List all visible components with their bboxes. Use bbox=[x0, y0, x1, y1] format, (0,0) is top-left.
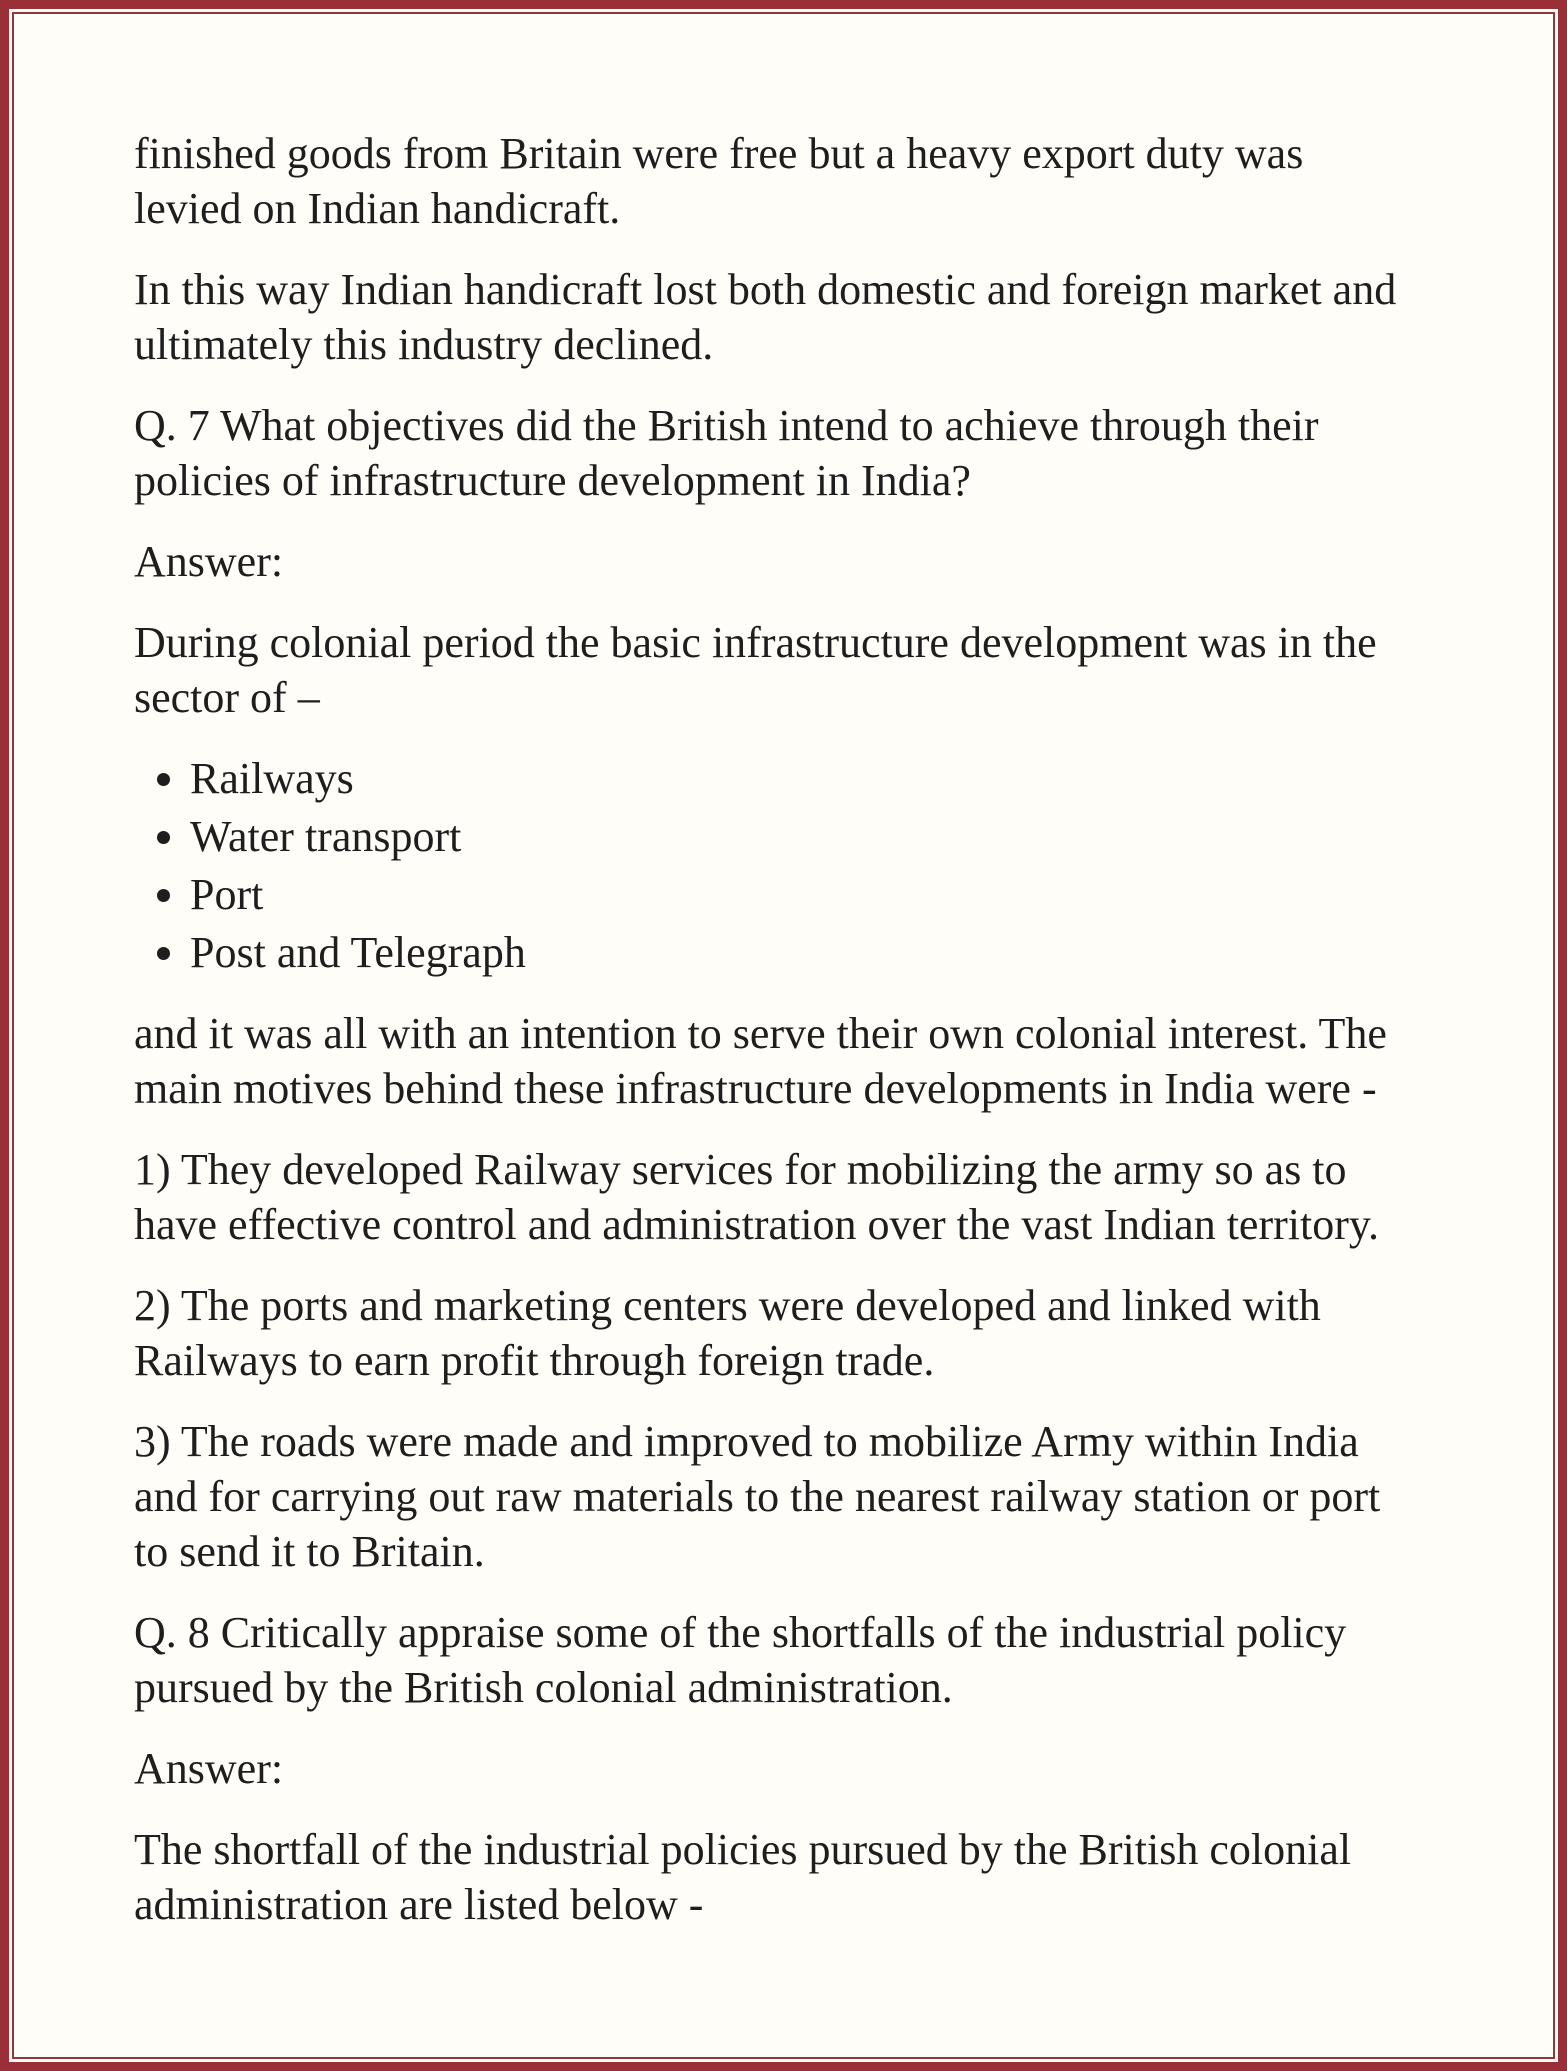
question-7: Q. 7 What objectives did the British intend to achieve through their policies of infrastructure development in India? bbox=[134, 401, 1319, 505]
handicraft-decline-paragraph: In this way Indian handicraft lost both domestic and foreign market and ultimately this industry declined. bbox=[134, 265, 1397, 369]
infrastructure-intro: During colonial period the basic infrastructure development was in the sector of – bbox=[134, 618, 1377, 722]
list-item-port: • Port bbox=[190, 867, 1414, 922]
shortfall-intro: The shortfall of the industrial policies pursued by the British colonial administration are listed below - bbox=[134, 1825, 1352, 1929]
question-8: Q. 8 Critically appraise some of the shortfalls of the industrial policy pursued by the British colonial administration. bbox=[134, 1608, 1347, 1712]
motive-2-paragraph: 2) The ports and marketing centers were developed and linked with Railways to earn profit through foreign trade. bbox=[134, 1281, 1321, 1385]
answer-label-q7: Answer: bbox=[134, 537, 284, 586]
colonial-interest-paragraph: and it was all with an intention to serve their own colonial interest. The main motives behind these infrastructure developments in India were - bbox=[134, 1009, 1387, 1113]
list-item-water-transport: • Water transport bbox=[190, 809, 1414, 864]
answer-label-q8: Answer: bbox=[134, 1744, 284, 1793]
continuation-paragraph: finished goods from Britain were free but a heavy export duty was levied on Indian handicraft. bbox=[134, 129, 1304, 233]
motive-1-paragraph: 1) They developed Railway services for mobilizing the army so as to have effective control and administration over the vast Indian territory. bbox=[134, 1145, 1379, 1249]
list-item-railways: • Railways bbox=[190, 751, 1414, 806]
list-item-post-and-telegraph: • Post and Telegraph bbox=[190, 925, 1414, 980]
document-content bbox=[14, 14, 1553, 1932]
infrastructure-sector-list bbox=[134, 751, 1414, 980]
inner-frame bbox=[12, 12, 1555, 2059]
motive-3-paragraph: 3) The roads were made and improved to mobilize Army within India and for carrying out raw materials to the nearest railway station or port to send it to Britain. bbox=[134, 1417, 1381, 1576]
